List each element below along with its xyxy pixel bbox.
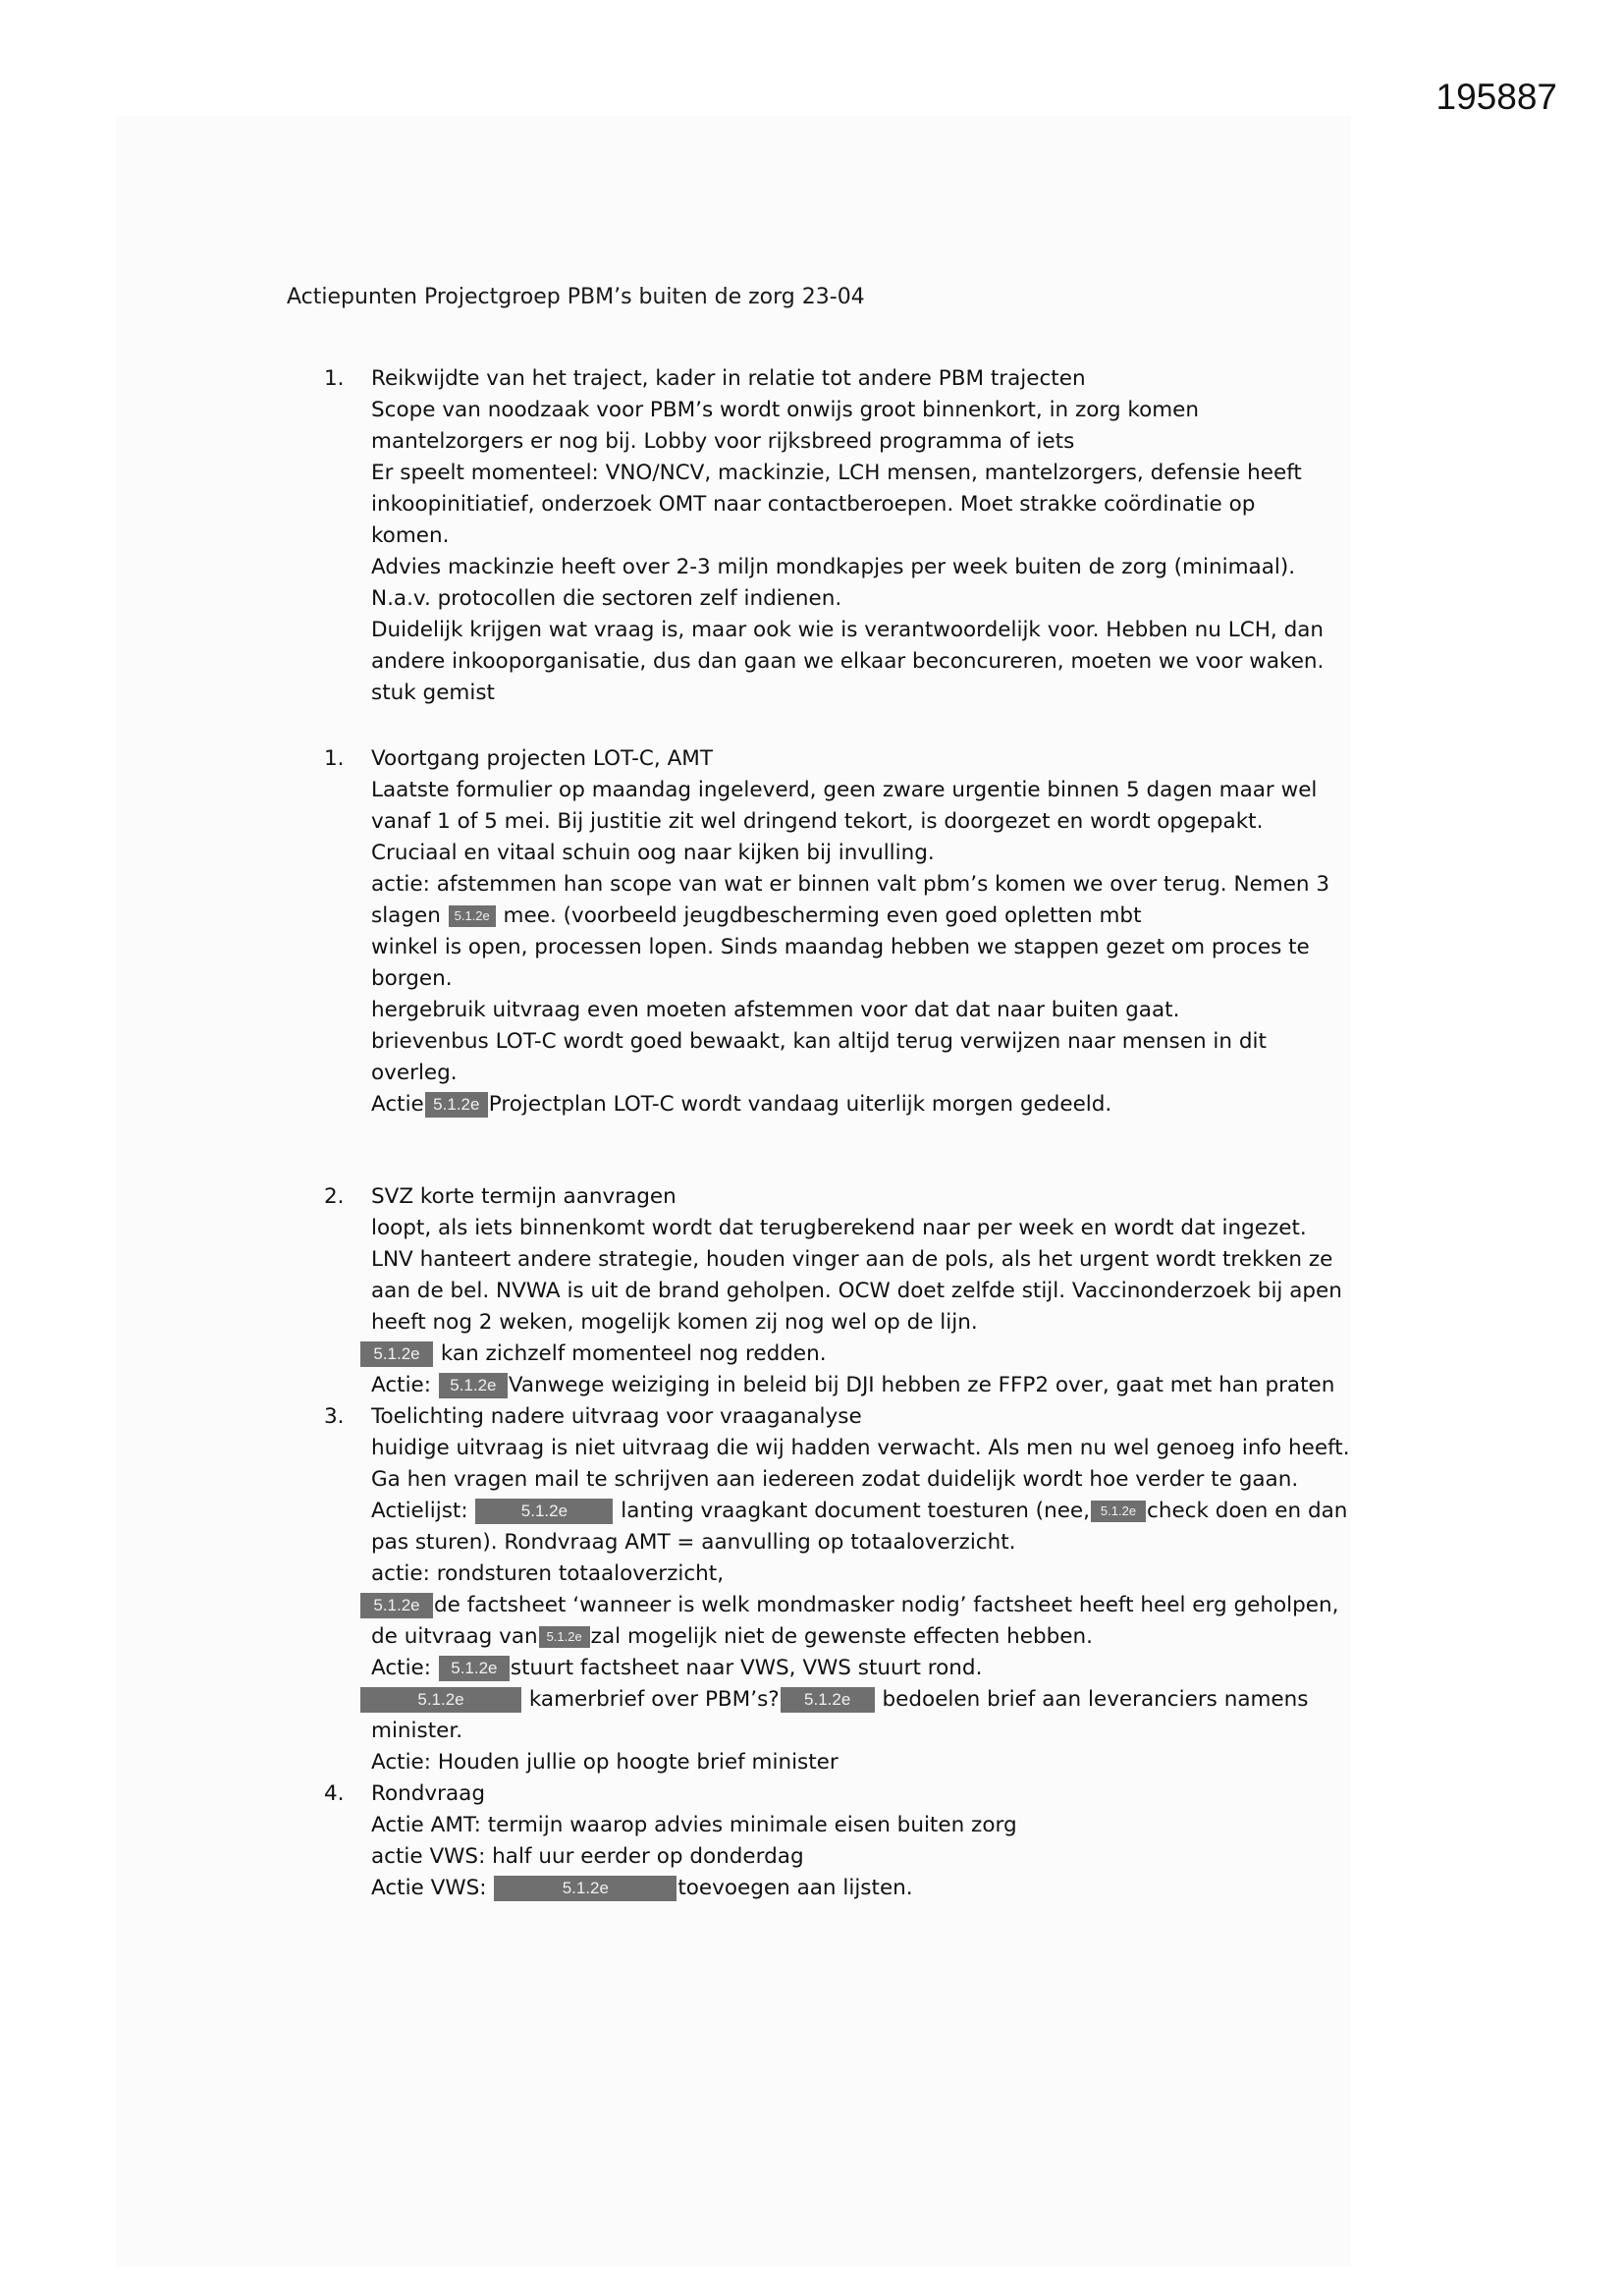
text-fragment: Actielijst: bbox=[371, 1499, 468, 1523]
text-fragment: lanting vraagkant document toesturen (nee, bbox=[621, 1499, 1090, 1523]
section-number: 4. bbox=[324, 1781, 345, 1806]
text-fragment: toevoegen aan lijsten. bbox=[677, 1876, 913, 1900]
text-line bbox=[371, 1873, 1365, 1904]
document-title: Actiepunten Projectgroep PBM’s buiten de zorg 23-04 bbox=[287, 285, 865, 309]
text-line: Advies mackinzie heeft over 2-3 miljn mondkapjes per week buiten de zorg (minimaal). bbox=[371, 555, 1296, 579]
text-fragment: zal mogelijk niet de gewenste effecten hebben. bbox=[590, 1624, 1093, 1649]
text-fragment: kan zichzelf momenteel nog redden. bbox=[440, 1341, 827, 1366]
text-line: vanaf 1 of 5 mei. Bij justitie zit wel dringend tekort, is doorgezet en wordt opgepakt. bbox=[371, 809, 1264, 834]
text-line: loopt, als iets binnenkomt wordt dat terugberekend naar per week en wordt dat ingezet. bbox=[371, 1216, 1307, 1240]
text-line: Ga hen vragen mail te schrijven aan iedereen zodat duidelijk wordt hoe verder te gaan. bbox=[371, 1467, 1299, 1492]
text-fragment: check doen en dan bbox=[1147, 1499, 1348, 1523]
text-line: actie: rondsturen totaaloverzicht, bbox=[371, 1561, 725, 1586]
text-line: Er speelt momenteel: VNO/NCV, mackinzie, LCH mensen, mantelzorgers, defensie heeft bbox=[371, 461, 1302, 485]
text-line bbox=[371, 901, 1365, 932]
text-line: Laatste formulier op maandag ingeleverd, geen zware urgentie binnen 5 dagen maar wel bbox=[371, 778, 1318, 802]
section-heading: Reikwijdte van het traject, kader in relatie tot andere PBM trajecten bbox=[371, 366, 1086, 391]
text-fragment: slagen bbox=[371, 903, 441, 928]
text-line: mantelzorgers er nog bij. Lobby voor rijksbreed programma of iets bbox=[371, 429, 1075, 454]
text-fragment: Projectplan LOT-C wordt vandaag uiterlijk morgen gedeeld. bbox=[488, 1092, 1112, 1117]
section-rondvraag bbox=[324, 1778, 1365, 1904]
text-fragment: bedoelen brief aan leveranciers namens bbox=[882, 1687, 1309, 1712]
section-heading: Voortgang projecten LOT-C, AMT bbox=[371, 746, 713, 771]
redaction-box: 5.1.2e bbox=[439, 1656, 510, 1681]
text-fragment: de factsheet ‘wanneer is welk mondmasker nodig’ factsheet heeft heel erg geholpen, bbox=[434, 1593, 1339, 1617]
text-line bbox=[359, 1590, 1365, 1621]
section-lotc bbox=[324, 743, 1365, 1121]
text-line: inkoopinitiatief, onderzoek OMT naar contactberoepen. Moet strakke coördinatie op bbox=[371, 492, 1256, 517]
text-fragment: kamerbrief over PBM’s? bbox=[528, 1687, 780, 1712]
text-fragment: Actie: bbox=[371, 1656, 432, 1680]
text-fragment: de uitvraag van bbox=[371, 1624, 538, 1649]
text-line: komen. bbox=[371, 523, 450, 548]
redaction-box: 5.1.2e bbox=[449, 905, 496, 927]
text-line: minister. bbox=[371, 1719, 463, 1743]
redaction-box: 5.1.2e bbox=[494, 1876, 677, 1901]
section-heading: SVZ korte termijn aanvragen bbox=[371, 1184, 677, 1209]
text-line: Actie: Houden jullie op hoogte brief minister bbox=[371, 1750, 839, 1775]
text-line: actie: afstemmen han scope van wat er binnen valt pbm’s komen we over terug. Nemen 3 bbox=[371, 872, 1330, 897]
section-svz bbox=[324, 1181, 1365, 1401]
text-line: Scope van noodzaak voor PBM’s wordt onwijs groot binnenkort, in zorg komen bbox=[371, 398, 1200, 422]
redaction-box: 5.1.2e bbox=[425, 1092, 488, 1118]
text-line bbox=[371, 1089, 1365, 1121]
section-number: 1. bbox=[324, 366, 345, 391]
text-line: overleg. bbox=[371, 1061, 458, 1085]
redaction-box: 5.1.2e bbox=[439, 1373, 508, 1398]
redaction-box: 5.1.2e bbox=[781, 1687, 875, 1713]
redaction-box: 5.1.2e bbox=[360, 1341, 433, 1367]
text-line: huidige uitvraag is niet uitvraag die wij hadden verwacht. Als men nu wel genoeg info heeft. bbox=[371, 1436, 1350, 1460]
text-fragment: Vanwege weiziging in beleid bij DJI hebben ze FFP2 over, gaat met han praten bbox=[508, 1373, 1335, 1397]
document-number: 195887 bbox=[1435, 77, 1557, 117]
section-number: 2. bbox=[324, 1184, 345, 1209]
text-line: hergebruik uitvraag even moeten afstemmen voor dat dat naar buiten gaat. bbox=[371, 998, 1180, 1022]
text-line: Cruciaal en vitaal schuin oog naar kijken bij invulling. bbox=[371, 841, 935, 865]
section-heading: Toelichting nadere uitvraag voor vraaganalyse bbox=[371, 1404, 862, 1429]
text-fragment: stuurt factsheet naar VWS, VWS stuurt rond. bbox=[510, 1656, 983, 1680]
text-line: aan de bel. NVWA is uit de brand geholpen. OCW doet zelfde stijl. Vaccinonderzoek bij apen bbox=[371, 1279, 1342, 1303]
text-line: Duidelijk krijgen wat vraag is, maar ook wie is verantwoordelijk voor. Hebben nu LCH, dan bbox=[371, 618, 1325, 642]
text-line: actie VWS: half uur eerder op donderdag bbox=[371, 1844, 804, 1869]
text-line bbox=[371, 1621, 1365, 1653]
text-line bbox=[371, 1653, 1365, 1684]
text-line: andere inkooporganisatie, dus dan gaan we elkaar beconcureren, moeten we voor waken. bbox=[371, 649, 1325, 674]
text-line: stuk gemist bbox=[371, 681, 495, 705]
text-line: brievenbus LOT-C wordt goed bewaakt, kan altijd terug verwijzen naar mensen in dit bbox=[371, 1029, 1267, 1054]
section-uitvraag bbox=[324, 1401, 1365, 1778]
text-line: pas sturen). Rondvraag AMT = aanvulling op totaaloverzicht. bbox=[371, 1530, 1016, 1555]
text-line bbox=[359, 1339, 1365, 1370]
text-line bbox=[359, 1684, 1365, 1716]
text-fragment: Actie bbox=[371, 1092, 424, 1117]
text-fragment: mee. (voorbeeld jeugdbescherming even goed opletten mbt bbox=[503, 903, 1142, 928]
section-number: 1. bbox=[324, 746, 345, 771]
redaction-box: 5.1.2e bbox=[475, 1499, 613, 1524]
text-line bbox=[371, 1496, 1365, 1527]
text-line: heeft nog 2 weken, mogelijk komen zij nog wel op de lijn. bbox=[371, 1310, 978, 1335]
text-line: winkel is open, processen lopen. Sinds maandag hebben we stappen gezet om proces te bbox=[371, 935, 1310, 959]
redaction-box: 5.1.2e bbox=[539, 1626, 590, 1648]
redaction-box: 5.1.2e bbox=[1091, 1501, 1146, 1522]
section-heading: Rondvraag bbox=[371, 1781, 485, 1806]
text-line: LNV hanteert andere strategie, houden vinger aan de pols, als het urgent wordt trekken ze bbox=[371, 1247, 1333, 1272]
text-line: borgen. bbox=[371, 966, 453, 991]
section-scope bbox=[324, 363, 1365, 709]
section-number: 3. bbox=[324, 1404, 345, 1429]
text-line bbox=[371, 1370, 1365, 1401]
redaction-box: 5.1.2e bbox=[360, 1593, 433, 1618]
text-fragment: Actie VWS: bbox=[371, 1876, 487, 1900]
text-line: Actie AMT: termijn waarop advies minimale eisen buiten zorg bbox=[371, 1813, 1017, 1837]
text-fragment: Actie: bbox=[371, 1373, 432, 1397]
redaction-box: 5.1.2e bbox=[360, 1687, 521, 1713]
text-line: N.a.v. protocollen die sectoren zelf indienen. bbox=[371, 586, 842, 611]
